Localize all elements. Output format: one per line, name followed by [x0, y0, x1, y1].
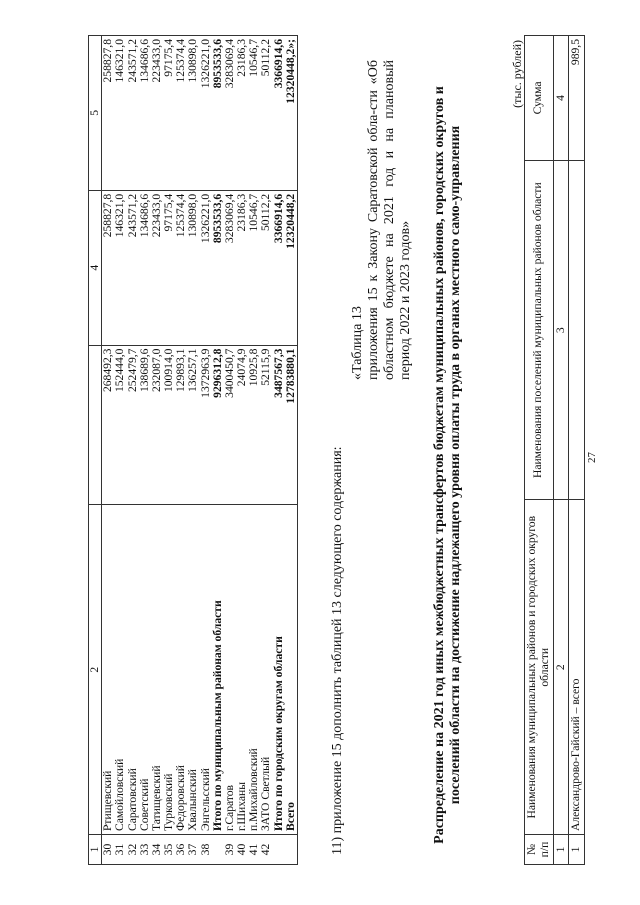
value-cell: 8953533,6 — [212, 190, 224, 345]
value-cell: 134686,6 — [139, 36, 151, 191]
value-cell: 134686,6 — [139, 190, 151, 345]
value-cell: 243571,2 — [127, 36, 139, 191]
table-reference-note — [350, 60, 414, 380]
row-number: 31 — [114, 835, 126, 865]
value-cell: 130898,0 — [187, 36, 199, 191]
value-cell: 223433,0 — [151, 36, 163, 191]
value-cell: 9296312,8 — [212, 345, 224, 505]
municipality-name: Саратовский — [127, 505, 139, 835]
column-index — [89, 345, 102, 505]
header-cell-settlement: Наименования поселений муниципальных районов области — [525, 160, 554, 500]
row-number: 41 — [248, 835, 260, 865]
table-row — [102, 36, 115, 865]
row-number: 36 — [175, 835, 187, 865]
municipality-name: Хвалынский — [187, 505, 199, 835]
value-cell: 97175,4 — [163, 190, 175, 345]
municipality-name: Турковский — [163, 505, 175, 835]
value-cell: 252479,7 — [127, 345, 139, 505]
value-cell: 23186,3 — [236, 36, 248, 191]
value-cell: 232087,0 — [151, 345, 163, 505]
value-cell: 258827,8 — [102, 36, 115, 191]
header-cell-district: Наименования муниципальных районов и городских округов области — [525, 500, 554, 835]
amendment-text: 11) приложение 15 дополнить таблицей 13 следующего содержания: — [330, 446, 345, 855]
table-index-row — [553, 36, 569, 865]
municipality-name: Федоровский — [175, 505, 187, 835]
settlement-name — [569, 160, 585, 500]
table-row — [569, 36, 585, 865]
page-number: 27 — [586, 452, 598, 463]
value-cell: 268492,3 — [102, 345, 115, 505]
row-number: 39 — [224, 835, 236, 865]
table-row — [127, 36, 139, 865]
table-number: «Таблица 13 — [350, 306, 365, 380]
row-number: 42 — [260, 835, 272, 865]
table-row — [139, 36, 151, 865]
municipality-name: ЗАТО Светлый — [260, 505, 272, 835]
value-cell: 3366914,6 — [273, 190, 285, 345]
row-number — [285, 835, 298, 865]
column-index: 2 — [553, 500, 569, 835]
sum-value: 989,5 — [569, 36, 585, 161]
value-cell: 100914,0 — [163, 345, 175, 505]
header-cell-number: № п/п — [525, 835, 554, 865]
row-number: 33 — [139, 835, 151, 865]
table-row — [260, 36, 272, 865]
municipality-name: п.Михайловский — [248, 505, 260, 835]
value-cell: 3283069,4 — [224, 190, 236, 345]
table-row — [114, 36, 126, 865]
header-cell-sum: Сумма — [525, 36, 554, 161]
row-number: 32 — [127, 835, 139, 865]
value-cell: 146321,0 — [114, 36, 126, 191]
municipality-name: Итого по городским округам области — [273, 505, 285, 835]
row-number: 38 — [200, 835, 212, 865]
value-cell: 1326221,0 — [200, 36, 212, 191]
value-cell: 10546,7 — [248, 190, 260, 345]
value-cell: 23186,3 — [236, 190, 248, 345]
table-row — [200, 36, 212, 865]
value-cell: 8953533,6 — [212, 36, 224, 191]
value-cell: 24074,9 — [236, 345, 248, 505]
table-row — [273, 36, 285, 865]
value-cell: 243571,2 — [127, 190, 139, 345]
value-cell: 10925,8 — [248, 345, 260, 505]
value-cell: 152444,0 — [114, 345, 126, 505]
table-row — [212, 36, 224, 865]
municipality-name: Татищевский — [151, 505, 163, 835]
value-cell: 125374,4 — [175, 190, 187, 345]
row-number — [273, 835, 285, 865]
value-cell: 129893,1 — [175, 345, 187, 505]
row-number: 37 — [187, 835, 199, 865]
value-cell: 3400450,7 — [224, 345, 236, 505]
table-header-row — [89, 36, 102, 865]
table-row — [248, 36, 260, 865]
transfer-distribution-table — [524, 35, 585, 865]
appendix-reference: приложения 15 к Закону Саратовской обла-сти «Об областном бюджете на 2021 год и на плановый период 2022 и 2023 годов» — [366, 60, 413, 380]
table-row — [151, 36, 163, 865]
column-index: 5 — [89, 36, 102, 191]
budget-allocation-table — [88, 35, 298, 865]
value-cell: 223433,0 — [151, 190, 163, 345]
table-header-row — [525, 36, 554, 865]
row-number: 1 — [569, 835, 585, 865]
value-cell: 12783880,1 — [285, 345, 298, 505]
value-cell: 258827,8 — [102, 190, 115, 345]
column-index: 2 — [89, 505, 102, 835]
column-index: 3 — [553, 160, 569, 500]
value-cell: 3283069,4 — [224, 36, 236, 191]
table-row — [224, 36, 236, 865]
value-cell: 12320448,2»; — [285, 36, 298, 191]
table-row — [163, 36, 175, 865]
table-row — [187, 36, 199, 865]
value-cell: 130898,0 — [187, 190, 199, 345]
value-cell: 1372963,9 — [200, 345, 212, 505]
value-cell: 97175,4 — [163, 36, 175, 191]
column-index: 1 — [553, 835, 569, 865]
table-row — [236, 36, 248, 865]
value-cell: 138689,6 — [139, 345, 151, 505]
value-cell: 3487567,3 — [273, 345, 285, 505]
value-cell: 146321,0 — [114, 190, 126, 345]
value-cell: 3366914,6 — [273, 36, 285, 191]
table-title: Распределение на 2021 год иных межбюджетных трансфертов бюджетам муниципальных районов, городских округов и поселений области на достижение надлежащего уровня оплаты труда в органах местного само-управления — [432, 86, 463, 844]
row-number: 34 — [151, 835, 163, 865]
value-cell: 50112,2 — [260, 190, 272, 345]
column-index: 4 — [553, 36, 569, 161]
district-name: Александрово-Гайский – всего — [569, 500, 585, 835]
value-cell: 1326221,0 — [200, 190, 212, 345]
municipality-name: Самойловский — [114, 505, 126, 835]
row-number: 30 — [102, 835, 115, 865]
value-cell: 125374,4 — [175, 36, 187, 191]
table-row — [175, 36, 187, 865]
column-index: 4 — [89, 190, 102, 345]
value-cell: 10546,7 — [248, 36, 260, 191]
municipality-name: г.Саратов — [224, 505, 236, 835]
table-row — [285, 36, 298, 865]
municipality-name: г.Шиханы — [236, 505, 248, 835]
value-cell: 136257,1 — [187, 345, 199, 505]
units-label: (тыс. рублей) — [510, 40, 524, 108]
value-cell: 12320448,2 — [285, 190, 298, 345]
row-number: 35 — [163, 835, 175, 865]
municipality-name: Итого по муниципальным районам области — [212, 505, 224, 835]
row-number: 40 — [236, 835, 248, 865]
municipality-name: Ртищевский — [102, 505, 115, 835]
municipality-name: Советский — [139, 505, 151, 835]
municipality-name: Энгельсский — [200, 505, 212, 835]
value-cell: 50112,2 — [260, 36, 272, 191]
municipality-name: Всего — [285, 505, 298, 835]
value-cell: 52115,9 — [260, 345, 272, 505]
column-index: 1 — [89, 835, 102, 865]
